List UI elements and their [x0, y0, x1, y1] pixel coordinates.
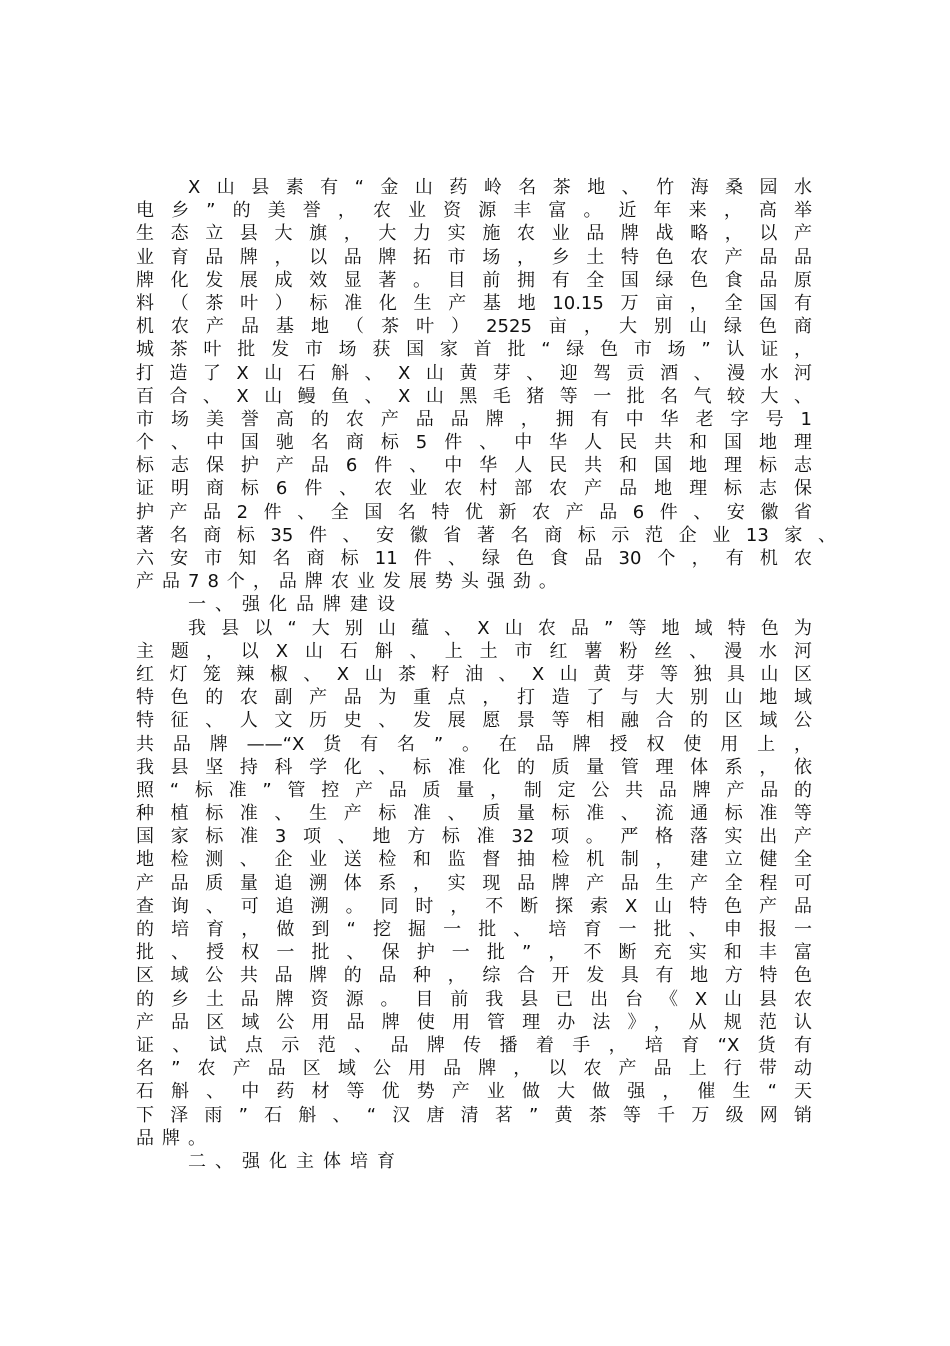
text-line: 查询、可追溯。同时，不断探索X山特色产品	[136, 895, 812, 917]
text-line: 著名商标35件、安徽省著名商标示范企业13家、	[136, 524, 836, 546]
text-line: 红灯笼辣椒、X山茶籽油、X山黄芽等独具山区	[136, 663, 812, 685]
text-line: 生态立县大旗，大力实施农业品牌战略，以产	[136, 223, 812, 245]
text-line: 市场美誉高的农产品品牌，拥有中华老字号1	[136, 408, 812, 430]
document-body	[136, 176, 836, 1173]
text-line: 产品区域公用品牌使用管理办法》，从规范认	[136, 1011, 812, 1033]
text-line: 地检测、企业送检和监督抽检机制，建立健全	[136, 849, 812, 871]
text-line: 证明商标6件、农业农村部农产品地理标志保	[136, 478, 812, 500]
text-line: 的乡土品牌资源。目前我县已出台《X山县农	[136, 988, 812, 1010]
text-line: X山县素有“金山药岭名茶地、竹海桑园水	[188, 177, 812, 198]
text-line: 照“标准”管控产品质量，制定公共品牌产品的	[136, 779, 812, 801]
text-line: 百合、X山鳗鱼、X山黑毛猪等一批名气较大、	[136, 385, 812, 407]
text-line: 名”农产品区域公用品牌，以农产品上行带动	[136, 1058, 812, 1080]
text-line: 标志保护产品6件、中华人民共和国地理标志	[136, 455, 812, 477]
text-line: 的培育，做到“挖掘一批、培育一批、申报一	[136, 919, 812, 940]
text-line: 共品牌——“X货有名”。在品牌授权使用上，	[136, 733, 812, 755]
text-line: 石斛、中药材等优势产业做大做强，催生“天	[136, 1081, 812, 1103]
text-line: 主题，以X山石斛、上土市红薯粉丝、漫水河	[136, 640, 812, 662]
text-line: 我县坚持科学化、标准化的质量管理体系，依	[136, 756, 812, 778]
text-line: 种植标准、生产标准、质量标准、流通标准等	[136, 803, 812, 825]
text-line: 特色的农副产品为重点，打造了与大别山地域	[136, 687, 812, 709]
section-heading: 二、强化主体培育	[188, 1150, 404, 1172]
text-line: 特征、人文历史、发展愿景等相融合的区域公	[136, 710, 812, 732]
text-line: 料（茶叶）标准化生产基地10.15万亩，全国有	[136, 292, 812, 314]
text-line: 证、试点示范、品牌传播着手，培育“X货有	[136, 1034, 812, 1056]
text-line: 打造了X山石斛、X山黄芽、迎驾贡酒、漫水河	[136, 362, 812, 384]
text-line: 个、中国驰名商标5件、中华人民共和国地理	[136, 432, 812, 454]
text-line: 电乡”的美誉，农业资源丰富。近年来，高举	[136, 200, 812, 222]
text-line: 区域公共品牌的品种，综合开发具有地方特色	[136, 965, 812, 987]
text-line: 牌化发展成效显著。目前拥有全国绿色食品原	[136, 269, 812, 291]
text-line: 护产品2件、全国名特优新农产品6件、安徽省	[136, 501, 812, 523]
text-line: 城茶叶批发市场获国家首批“绿色市场”认证，	[136, 339, 812, 361]
text-line: 机农产品基地（茶叶）2525亩，大别山绿色商	[136, 316, 812, 338]
section-heading: 一、强化品牌建设	[188, 594, 404, 616]
text-line: 批、授权一批、保护一批”，不断充实和丰富	[136, 942, 812, 964]
text-line: 下泽雨”石斛、“汉唐清茗”黄茶等千万级网销	[136, 1104, 812, 1126]
text-line: 国家标准3项、地方标准32项。严格落实出产	[136, 826, 812, 848]
text-line: 产品质量追溯体系，实现品牌产品生产全程可	[136, 872, 812, 894]
text-line: 产品78个，品牌农业发展势头强劲。	[136, 571, 565, 593]
text-line: 六安市知名商标11件、绿色食品30个，有机农	[136, 548, 812, 569]
text-line: 业育品牌，以品牌拓市场，乡土特色农产品品	[136, 246, 812, 268]
text-line: 我县以“大别山蕴、X山农品”等地域特色为	[188, 617, 812, 639]
paragraph-brand-building	[136, 617, 812, 1150]
text-line: 品牌。	[136, 1127, 214, 1149]
paragraph-intro	[136, 176, 836, 593]
